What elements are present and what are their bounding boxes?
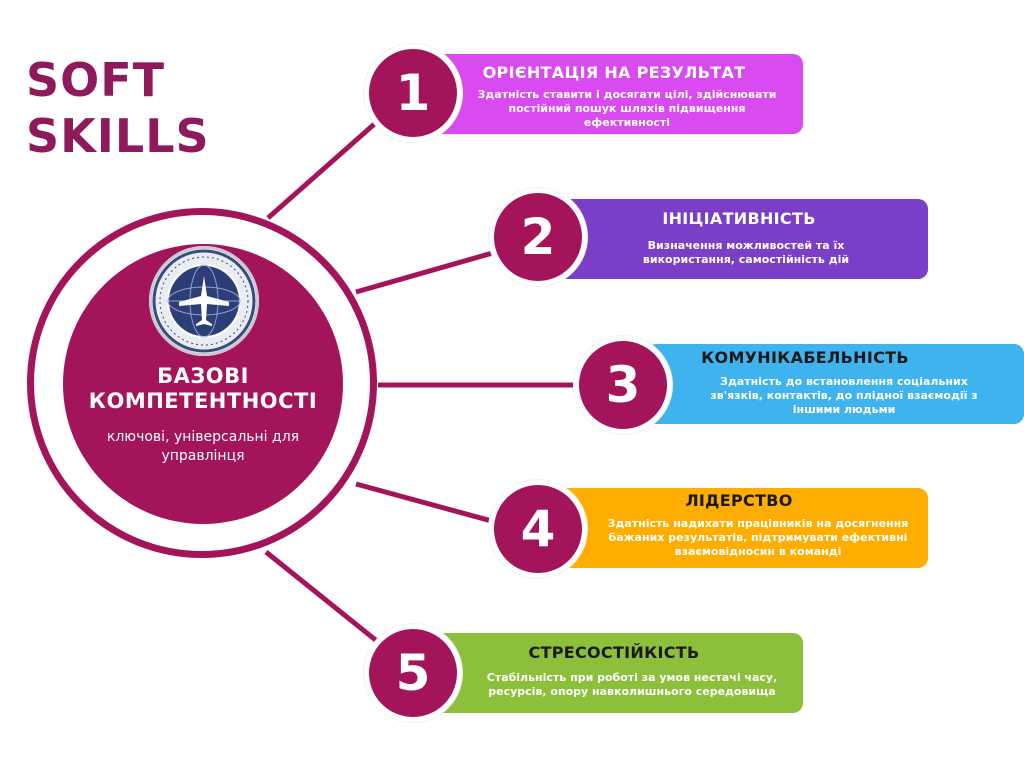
skill-description-4: Здатність надихати працівників на досягнення бажаних результатів, підтримувати ефективні взаємовідносин в команді bbox=[607, 517, 909, 558]
connector-2 bbox=[356, 248, 510, 292]
hub-title-line-1: БАЗОВІ bbox=[157, 364, 249, 388]
skill-description-3: Здатність до встановлення соціальних зв'язків, контактів, до плідної взаємодії з іншими людьми bbox=[710, 375, 978, 416]
skill-number-4: 4 bbox=[489, 480, 587, 578]
skill-title-3: КОМУНІКАБЕЛЬНІСТЬ bbox=[701, 348, 909, 367]
skill-card-2 bbox=[550, 199, 928, 279]
hub-title bbox=[63, 364, 343, 414]
skill-title-2: ІНІЦІАТИВНІСТЬ bbox=[662, 209, 816, 228]
skill-card-5 bbox=[425, 633, 803, 713]
hub-subtitle: ключові, універсальні для управлінця bbox=[106, 429, 300, 464]
title-line-2: SKILLS bbox=[26, 109, 210, 163]
hub-title-line-2: КОМПЕТЕНТНОСТІ bbox=[88, 389, 318, 413]
connector-1 bbox=[268, 112, 388, 218]
skill-description-5: Стабільність при роботі за умов нестачі часу, ресурсів, опору навколишнього середовища bbox=[486, 671, 778, 698]
skill-card-1 bbox=[425, 54, 803, 134]
skill-number-3: 3 bbox=[574, 336, 672, 434]
skill-title-5: СТРЕСОСТІЙКІСТЬ bbox=[528, 643, 700, 662]
skill-description-2: Визначення можливостей та їх використання, самостійність дій bbox=[642, 239, 850, 266]
department-emblem-icon bbox=[149, 246, 259, 356]
skill-title-1: ОРІЄНТАЦІЯ НА РЕЗУЛЬТАТ bbox=[482, 63, 746, 82]
skill-card-3 bbox=[646, 344, 1024, 424]
skill-number-2: 2 bbox=[489, 188, 587, 286]
skill-description-1: Здатність ставити і досягати цілі, здійснювати постійний пошук шляхів підвищення ефективності bbox=[477, 88, 777, 129]
skill-number-5: 5 bbox=[364, 624, 462, 722]
skill-card-4 bbox=[550, 488, 928, 568]
skill-number-1: 1 bbox=[364, 44, 462, 142]
connector-5 bbox=[266, 552, 388, 650]
title-line-1: SOFT bbox=[26, 53, 166, 107]
skill-title-4: ЛІДЕРСТВО bbox=[685, 491, 793, 510]
connector-4 bbox=[356, 484, 510, 526]
